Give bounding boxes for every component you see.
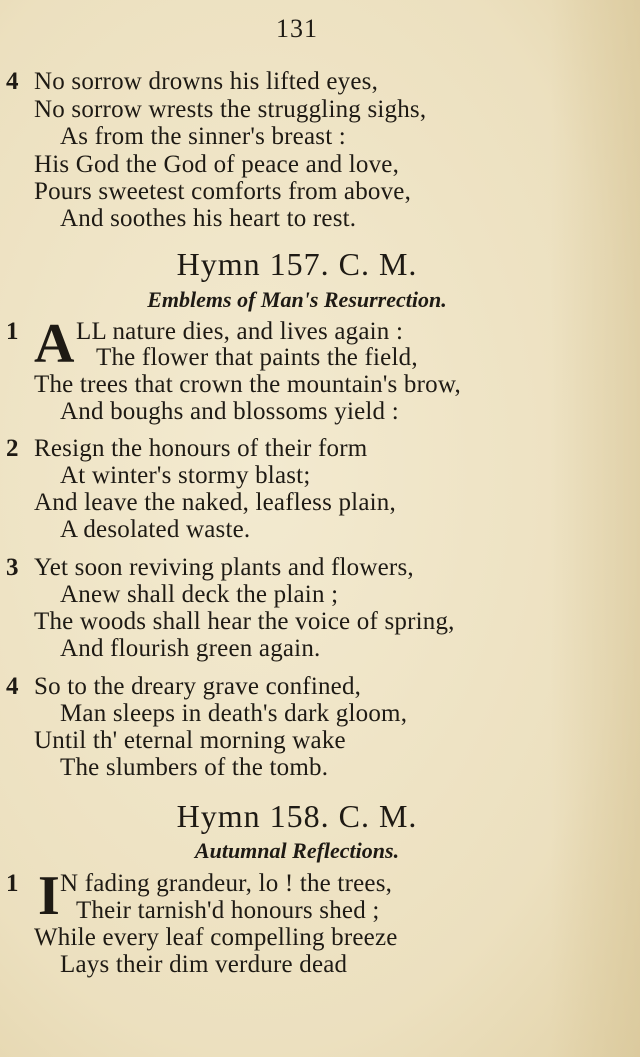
stanza-number: 3	[6, 554, 19, 581]
verse-line: As from the sinner's breast :	[60, 123, 346, 150]
drop-cap: A	[34, 313, 75, 375]
verse-line: Lays their dim verdure dead	[60, 951, 348, 978]
verse-line: And boughs and blossoms yield :	[60, 398, 399, 425]
stanza-number: 4	[6, 673, 19, 700]
verse-line: Yet soon reviving plants and flowers,	[34, 554, 414, 581]
hymn-158-title: Hymn 158. C. M.	[176, 798, 418, 834]
verse-line: And flourish green again.	[60, 635, 321, 662]
verse-line: Anew shall deck the plain ;	[60, 581, 339, 608]
verse-line: No sorrow drowns his lifted eyes,	[34, 68, 379, 95]
drop-cap: I	[38, 865, 60, 927]
verse-line: N fading grandeur, lo ! the trees,	[60, 870, 393, 897]
verse-line: The trees that crown the mountain's brow,	[34, 371, 461, 398]
verse-line: A desolated waste.	[60, 516, 251, 543]
hymn-157-title: Hymn 157. C. M.	[176, 246, 418, 282]
verse-line: The woods shall hear the voice of spring,	[34, 608, 455, 635]
stanza-number: 1	[6, 318, 19, 345]
verse-line: The flower that paints the field,	[96, 344, 418, 371]
verse-line: Their tarnish'd honours shed ;	[76, 897, 380, 924]
verse-line: And soothes his heart to rest.	[60, 205, 357, 232]
verse-line: The slumbers of the tomb.	[60, 754, 329, 781]
stanza-number: 2	[6, 435, 19, 462]
verse-line: Until th' eternal morning wake	[34, 727, 346, 754]
stanza-number: 4	[6, 68, 19, 95]
verse-line: And leave the naked, leafless plain,	[34, 489, 396, 516]
hymn-157-subtitle: Emblems of Man's Resurrection.	[147, 287, 447, 312]
verse-line: While every leaf compelling breeze	[34, 924, 398, 951]
verse-line: Resign the honours of their form	[34, 435, 368, 462]
verse-line: LL nature dies, and lives again :	[76, 318, 404, 345]
verse-line: His God the God of peace and love,	[34, 151, 400, 178]
verse-line: Man sleeps in death's dark gloom,	[60, 700, 408, 727]
verse-line: At winter's stormy blast;	[60, 462, 311, 489]
page-number: 131	[276, 14, 318, 43]
verse-line: Pours sweetest comforts from above,	[34, 178, 412, 205]
page-edge-shading	[550, 0, 640, 1057]
hymn-158-subtitle: Autumnal Reflections.	[194, 838, 400, 863]
verse-line: So to the dreary grave confined,	[34, 673, 362, 700]
stanza-number: 1	[6, 870, 19, 897]
verse-line: No sorrow wrests the struggling sighs,	[34, 96, 427, 123]
